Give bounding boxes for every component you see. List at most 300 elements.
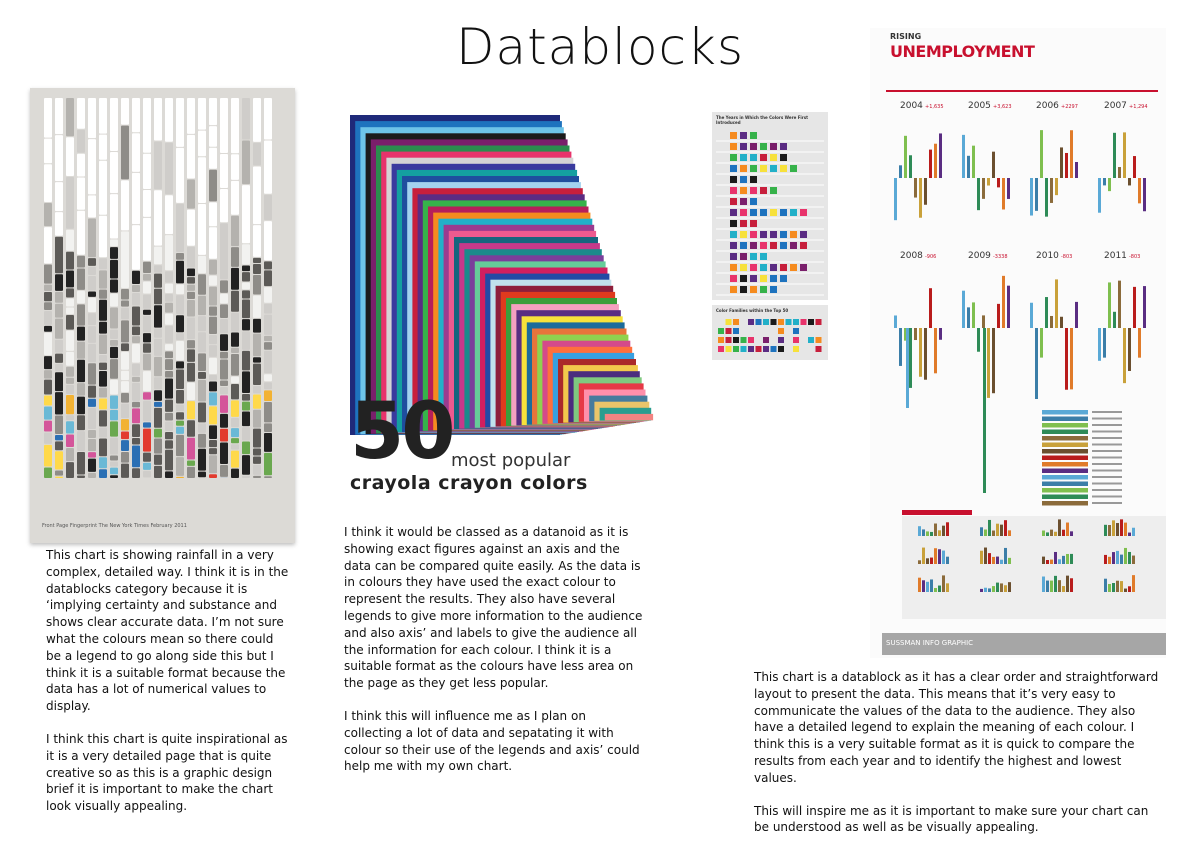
legend-swatch bbox=[1042, 495, 1088, 500]
rainfall-block bbox=[77, 360, 85, 382]
year-swatch bbox=[740, 209, 747, 216]
year-swatch bbox=[740, 220, 747, 227]
unemployment-bar bbox=[1075, 162, 1078, 178]
rainfall-block bbox=[143, 333, 151, 342]
year-swatch bbox=[780, 242, 787, 249]
rainfall-block bbox=[132, 424, 140, 437]
year-value: -803 bbox=[1061, 254, 1072, 260]
rainfall-block bbox=[198, 274, 206, 294]
rainfall-block bbox=[253, 264, 261, 274]
rainfall-block bbox=[165, 284, 173, 293]
rainfall-block bbox=[121, 126, 129, 180]
unemployment-bar bbox=[1007, 178, 1010, 199]
year-swatch bbox=[770, 275, 777, 282]
rainfall-block bbox=[220, 280, 228, 293]
year-swatch bbox=[730, 176, 737, 183]
rainfall-block bbox=[198, 256, 206, 273]
rainfall-block bbox=[165, 421, 173, 430]
rainfall-block bbox=[66, 315, 74, 330]
rainfall-block bbox=[99, 355, 107, 362]
family-swatch bbox=[733, 337, 739, 343]
family-swatch bbox=[726, 346, 732, 352]
unemployment-bar bbox=[894, 315, 897, 328]
rainfall-block bbox=[154, 329, 162, 338]
unemployment-bar bbox=[1108, 282, 1111, 328]
rainfall-block bbox=[99, 363, 107, 370]
family-swatch bbox=[778, 337, 784, 343]
rainfall-block bbox=[165, 271, 173, 282]
family-swatch bbox=[741, 346, 747, 352]
rainfall-block bbox=[110, 438, 118, 455]
family-swatch bbox=[733, 328, 739, 334]
rainfall-block bbox=[66, 230, 74, 251]
rainfall-block bbox=[264, 304, 272, 314]
rainfall-block bbox=[55, 435, 63, 440]
unemployment-bar bbox=[967, 307, 970, 328]
rainfall-block bbox=[198, 204, 206, 255]
rainfall-block bbox=[253, 449, 261, 456]
rainfall-commentary-paragraph-2: I think this chart is quite inspirational as it is a very detailed page that is quite creative so as this is a graphic design brief it is important to make the chart look visually appealing. bbox=[46, 731, 291, 815]
rainfall-block bbox=[77, 452, 85, 475]
rainfall-block bbox=[209, 375, 217, 380]
rainfall-block bbox=[44, 326, 52, 332]
rainfall-block bbox=[242, 266, 250, 272]
rainfall-block bbox=[231, 444, 239, 449]
year-swatch bbox=[750, 264, 757, 271]
rainfall-block bbox=[220, 304, 228, 318]
rainfall-block bbox=[143, 218, 151, 261]
year-swatch bbox=[750, 286, 757, 293]
unemployment-bar bbox=[967, 156, 970, 178]
rainfall-block bbox=[253, 166, 261, 224]
unemployment-bar bbox=[1030, 178, 1033, 216]
year-swatch bbox=[740, 264, 747, 271]
rainfall-block bbox=[165, 235, 173, 270]
rainfall-block bbox=[44, 370, 52, 378]
rainfall-block bbox=[187, 460, 195, 465]
year-label: 2007 bbox=[1104, 101, 1127, 111]
rainfall-block bbox=[44, 203, 52, 226]
rainfall-block bbox=[132, 377, 140, 382]
rainfall-block bbox=[231, 469, 239, 478]
rainfall-block bbox=[66, 367, 74, 377]
unemployment-bar bbox=[909, 328, 912, 388]
rainfall-block bbox=[253, 364, 261, 385]
unemployment-bar bbox=[977, 328, 980, 352]
rainfall-block bbox=[264, 221, 272, 260]
rainfall-block bbox=[209, 392, 217, 405]
year-swatch bbox=[790, 209, 797, 216]
crayon-subtitle: most popular bbox=[451, 450, 570, 471]
family-swatch bbox=[808, 337, 814, 343]
rainfall-block bbox=[264, 453, 272, 475]
unemployment-bar bbox=[1108, 178, 1111, 191]
rainfall-block bbox=[198, 98, 206, 130]
year-swatch bbox=[750, 132, 757, 139]
rainfall-block bbox=[143, 294, 151, 308]
year-swatch bbox=[740, 154, 747, 161]
crayon-families-grid bbox=[712, 316, 828, 361]
rainfall-block bbox=[99, 438, 107, 456]
rainfall-block bbox=[209, 170, 217, 202]
rainfall-block bbox=[132, 446, 140, 468]
rainfall-block bbox=[154, 402, 162, 407]
family-swatch bbox=[793, 337, 799, 343]
family-swatch bbox=[733, 319, 739, 325]
rainfall-block bbox=[132, 307, 140, 326]
rainfall-block bbox=[44, 433, 52, 444]
rainfall-block bbox=[143, 190, 151, 217]
rainfall-block bbox=[264, 374, 272, 381]
rainfall-block bbox=[253, 275, 261, 295]
crayon-families-panel-title: Color Families within the Top 50 bbox=[712, 305, 828, 316]
rainfall-block bbox=[88, 399, 96, 407]
rainfall-block bbox=[209, 406, 217, 424]
rainfall-block bbox=[143, 422, 151, 427]
family-swatch bbox=[771, 346, 777, 352]
rainfall-block bbox=[66, 331, 74, 351]
year-swatch bbox=[760, 154, 767, 161]
rainfall-block bbox=[209, 335, 217, 344]
rainfall-block bbox=[110, 247, 118, 259]
rainfall-block bbox=[231, 451, 239, 468]
rainfall-block bbox=[110, 279, 118, 292]
rainfall-block bbox=[77, 178, 85, 210]
rainfall-block bbox=[176, 361, 184, 368]
rainfall-block bbox=[187, 277, 195, 283]
rainfall-block bbox=[66, 270, 74, 287]
rainfall-block bbox=[242, 290, 250, 298]
family-swatch bbox=[778, 319, 784, 325]
crayon-years-panel bbox=[712, 112, 828, 300]
rainfall-block bbox=[176, 253, 184, 260]
year-swatch bbox=[750, 143, 757, 150]
family-swatch bbox=[771, 319, 777, 325]
rainfall-block bbox=[264, 336, 272, 341]
unemployment-bar bbox=[1098, 178, 1101, 213]
rainfall-block bbox=[66, 435, 74, 447]
rainfall-block bbox=[110, 330, 118, 339]
rainfall-block bbox=[132, 173, 140, 224]
year-swatch bbox=[780, 165, 787, 172]
unemployment-bar bbox=[924, 328, 927, 380]
unemployment-bar bbox=[1138, 178, 1141, 203]
rainfall-block bbox=[99, 371, 107, 387]
rainfall-block bbox=[88, 298, 96, 312]
rainfall-block bbox=[198, 423, 206, 433]
unemployment-bar bbox=[982, 315, 985, 328]
rainfall-block bbox=[231, 98, 239, 153]
rainfall-block bbox=[143, 316, 151, 332]
rainfall-block bbox=[143, 392, 151, 399]
rainfall-block bbox=[231, 181, 239, 215]
rainfall-block bbox=[44, 333, 52, 355]
year-swatch bbox=[740, 286, 747, 293]
rainfall-block bbox=[154, 408, 162, 428]
family-swatch bbox=[756, 319, 762, 325]
rainfall-block bbox=[165, 314, 173, 325]
rainfall-block bbox=[231, 348, 239, 353]
family-swatch bbox=[763, 337, 769, 343]
unemployment-bar bbox=[899, 328, 902, 366]
rainfall-block bbox=[176, 370, 184, 390]
unemployment-bar bbox=[1055, 279, 1058, 328]
rainfall-block bbox=[121, 440, 129, 451]
year-swatch bbox=[730, 253, 737, 260]
legend-swatch bbox=[1042, 417, 1088, 422]
rainfall-block bbox=[187, 383, 195, 400]
year-swatch bbox=[730, 286, 737, 293]
rainfall-block bbox=[154, 305, 162, 327]
rainfall-block bbox=[231, 154, 239, 180]
rainfall-block bbox=[209, 317, 217, 334]
crayon-big-number: 50 bbox=[350, 393, 453, 471]
rainfall-block bbox=[99, 135, 107, 160]
rainfall-block bbox=[132, 327, 140, 336]
legend-swatch bbox=[1042, 449, 1088, 454]
rainfall-block bbox=[132, 344, 140, 363]
rainfall-block bbox=[88, 439, 96, 451]
rainfall-block bbox=[121, 320, 129, 342]
year-swatch bbox=[760, 286, 767, 293]
rainfall-block bbox=[99, 388, 107, 398]
year-swatch bbox=[800, 209, 807, 216]
rainfall-block bbox=[55, 340, 63, 353]
rainfall-block bbox=[88, 313, 96, 325]
rainfall-block bbox=[110, 152, 118, 193]
family-swatch bbox=[726, 328, 732, 334]
rainfall-block bbox=[165, 195, 173, 234]
rainfall-block bbox=[99, 258, 107, 269]
unemployment-bar bbox=[1070, 328, 1073, 389]
unemployment-bar bbox=[962, 135, 965, 178]
unemployment-bar bbox=[1055, 178, 1058, 195]
legend-swatch bbox=[1042, 501, 1088, 506]
year-swatch bbox=[770, 154, 777, 161]
rainfall-block bbox=[55, 372, 63, 391]
rainfall-block bbox=[77, 415, 85, 430]
rainfall-block bbox=[110, 380, 118, 395]
rainfall-block bbox=[143, 274, 151, 281]
rainfall-block bbox=[88, 291, 96, 296]
rainfall-block bbox=[143, 98, 151, 153]
legend-swatch bbox=[1042, 488, 1088, 493]
rainfall-block bbox=[55, 212, 63, 236]
rainfall-block bbox=[253, 456, 261, 463]
rainfall-block bbox=[165, 303, 173, 313]
rainfall-block bbox=[44, 139, 52, 164]
rainfall-block bbox=[209, 381, 217, 391]
rainfall-block bbox=[264, 315, 272, 335]
rainfall-block bbox=[55, 304, 63, 318]
year-swatch bbox=[750, 253, 757, 260]
legend-swatch bbox=[1042, 469, 1088, 474]
unemployment-bar bbox=[1128, 178, 1131, 185]
rainfall-block bbox=[264, 342, 272, 350]
legend-swatch bbox=[1042, 462, 1088, 467]
rainfall-block bbox=[198, 353, 206, 371]
rainfall-block bbox=[220, 352, 228, 359]
rainfall-block bbox=[44, 380, 52, 395]
year-swatch bbox=[780, 154, 787, 161]
year-swatch bbox=[770, 286, 777, 293]
rainfall-block bbox=[209, 98, 217, 125]
year-swatch bbox=[790, 264, 797, 271]
rainfall-block bbox=[264, 261, 272, 269]
rainfall-block bbox=[220, 223, 228, 279]
rainfall-block bbox=[121, 343, 129, 351]
rainfall-block bbox=[176, 412, 184, 419]
family-swatch bbox=[741, 337, 747, 343]
rainfall-block bbox=[264, 141, 272, 194]
legend-swatch bbox=[1042, 443, 1088, 448]
crayon-commentary-paragraph-2: I think this will influence me as I plan on collecting a lot of data and sepatating it with colour so their use of the legends and axis’ could help me with my own chart. bbox=[344, 708, 644, 775]
unemployment-bar bbox=[997, 304, 1000, 328]
rainfall-block bbox=[220, 319, 228, 333]
page-title: Datablocks bbox=[440, 18, 760, 76]
rainfall-block bbox=[176, 421, 184, 426]
rainfall-block bbox=[44, 445, 52, 467]
rainfall-block bbox=[198, 449, 206, 471]
legend-swatch bbox=[1042, 436, 1088, 441]
rainfall-block bbox=[77, 383, 85, 395]
rainfall-block bbox=[88, 459, 96, 472]
year-label: 2010 bbox=[1036, 251, 1059, 261]
rainfall-block bbox=[66, 252, 74, 270]
year-swatch bbox=[760, 231, 767, 238]
rainfall-block bbox=[77, 476, 85, 478]
family-swatch bbox=[718, 337, 724, 343]
rainfall-block bbox=[220, 395, 228, 412]
rainfall-block bbox=[253, 386, 261, 394]
rainfall-block bbox=[143, 471, 151, 478]
rainfall-block bbox=[55, 319, 63, 339]
rainfall-block bbox=[242, 455, 250, 475]
unemployment-bar bbox=[1143, 178, 1146, 211]
rainfall-block bbox=[198, 131, 206, 157]
year-label: 2009 bbox=[968, 251, 991, 261]
family-swatch bbox=[816, 346, 822, 352]
year-swatch bbox=[760, 264, 767, 271]
rainfall-block bbox=[121, 308, 129, 320]
unemployment-bar bbox=[939, 133, 942, 178]
unemployment-bar bbox=[1118, 281, 1121, 328]
rainfall-block bbox=[55, 182, 63, 211]
rainfall-block bbox=[209, 448, 217, 454]
year-swatch bbox=[740, 132, 747, 139]
rainfall-block bbox=[187, 135, 195, 179]
rainfall-block bbox=[165, 98, 173, 142]
unemployment-bar bbox=[934, 144, 937, 178]
rainfall-block bbox=[44, 292, 52, 301]
year-swatch bbox=[770, 209, 777, 216]
year-swatch bbox=[730, 187, 737, 194]
year-swatch bbox=[760, 253, 767, 260]
rainfall-block bbox=[165, 440, 173, 448]
rainfall-block bbox=[253, 334, 261, 357]
year-value: -803 bbox=[1129, 254, 1140, 260]
year-swatch bbox=[740, 242, 747, 249]
crayon-commentary-paragraph-1: I think it would be classed as a datanoid as it is showing exact figures against an axis and the data can be compared quite easily. As the data is in colours they have used the exact colour to represent the results. They also have several legends to give more information to the audience and also axis’ and labels to give the audience all the information for each colour. I think it is a suitable format as the colours have less area on the page as they get less popular. bbox=[344, 524, 644, 692]
rainfall-block bbox=[242, 299, 250, 318]
rainfall-block bbox=[253, 429, 261, 448]
family-swatch bbox=[748, 337, 754, 343]
rainfall-block bbox=[132, 336, 140, 343]
rainfall-block bbox=[66, 462, 74, 478]
crayon-commentary bbox=[344, 524, 644, 791]
year-swatch bbox=[780, 231, 787, 238]
unemployment-bar bbox=[1040, 130, 1043, 178]
rainfall-block bbox=[165, 143, 173, 194]
year-label: 2006 bbox=[1036, 101, 1059, 111]
rainfall-block bbox=[77, 291, 85, 304]
rainfall-block bbox=[110, 194, 118, 238]
rainfall-block bbox=[121, 393, 129, 403]
rainfall-block bbox=[187, 467, 195, 478]
rainfall-block bbox=[176, 98, 184, 147]
rainfall-block bbox=[44, 265, 52, 284]
rainfall-block bbox=[66, 352, 74, 366]
year-swatch bbox=[750, 220, 757, 227]
year-swatch bbox=[730, 165, 737, 172]
rainfall-block bbox=[198, 332, 206, 352]
rainfall-block bbox=[99, 322, 107, 334]
family-swatch bbox=[778, 346, 784, 352]
rainfall-block bbox=[154, 142, 162, 190]
rainfall-block bbox=[99, 457, 107, 468]
rainfall-block bbox=[176, 315, 184, 332]
rainfall-block bbox=[154, 265, 162, 272]
rainfall-chart-graphic bbox=[30, 88, 295, 543]
rainfall-block bbox=[110, 475, 118, 478]
rainfall-block bbox=[154, 247, 162, 265]
rainfall-block bbox=[209, 287, 217, 306]
rainfall-block bbox=[198, 380, 206, 402]
unemployment-bar bbox=[1098, 328, 1101, 361]
rainfall-block bbox=[264, 98, 272, 140]
rainfall-block bbox=[187, 269, 195, 277]
rainfall-block bbox=[110, 410, 118, 421]
unemployment-bar bbox=[1030, 303, 1033, 328]
rainfall-block bbox=[242, 351, 250, 371]
rainfall-block bbox=[209, 345, 217, 357]
rainfall-block bbox=[154, 339, 162, 356]
rainfall-block bbox=[88, 139, 96, 194]
rainfall-block bbox=[231, 268, 239, 290]
rainfall-block bbox=[77, 342, 85, 359]
year-swatch bbox=[780, 275, 787, 282]
rainfall-block bbox=[44, 311, 52, 325]
rainfall-block bbox=[143, 453, 151, 462]
unemployment-bar bbox=[899, 165, 902, 178]
family-swatch bbox=[808, 319, 814, 325]
rainfall-block bbox=[99, 300, 107, 321]
rainfall-block bbox=[121, 301, 129, 307]
year-swatch bbox=[770, 264, 777, 271]
unemployment-bar bbox=[1060, 317, 1063, 328]
crayon-families-panel bbox=[712, 305, 828, 360]
rainfall-block bbox=[44, 285, 52, 291]
rainfall-block bbox=[231, 333, 239, 347]
rainfall-block bbox=[253, 258, 261, 263]
rainfall-block bbox=[253, 465, 261, 475]
rainfall-block bbox=[176, 435, 184, 456]
unemployment-commentary-paragraph-2: This will inspire me as it is important to make sure your chart can be understood as well as be visually appealing. bbox=[754, 803, 1164, 837]
rainfall-block bbox=[209, 358, 217, 374]
unemployment-bar bbox=[1113, 312, 1116, 328]
rainfall-block bbox=[242, 283, 250, 290]
rainfall-block bbox=[55, 451, 63, 469]
